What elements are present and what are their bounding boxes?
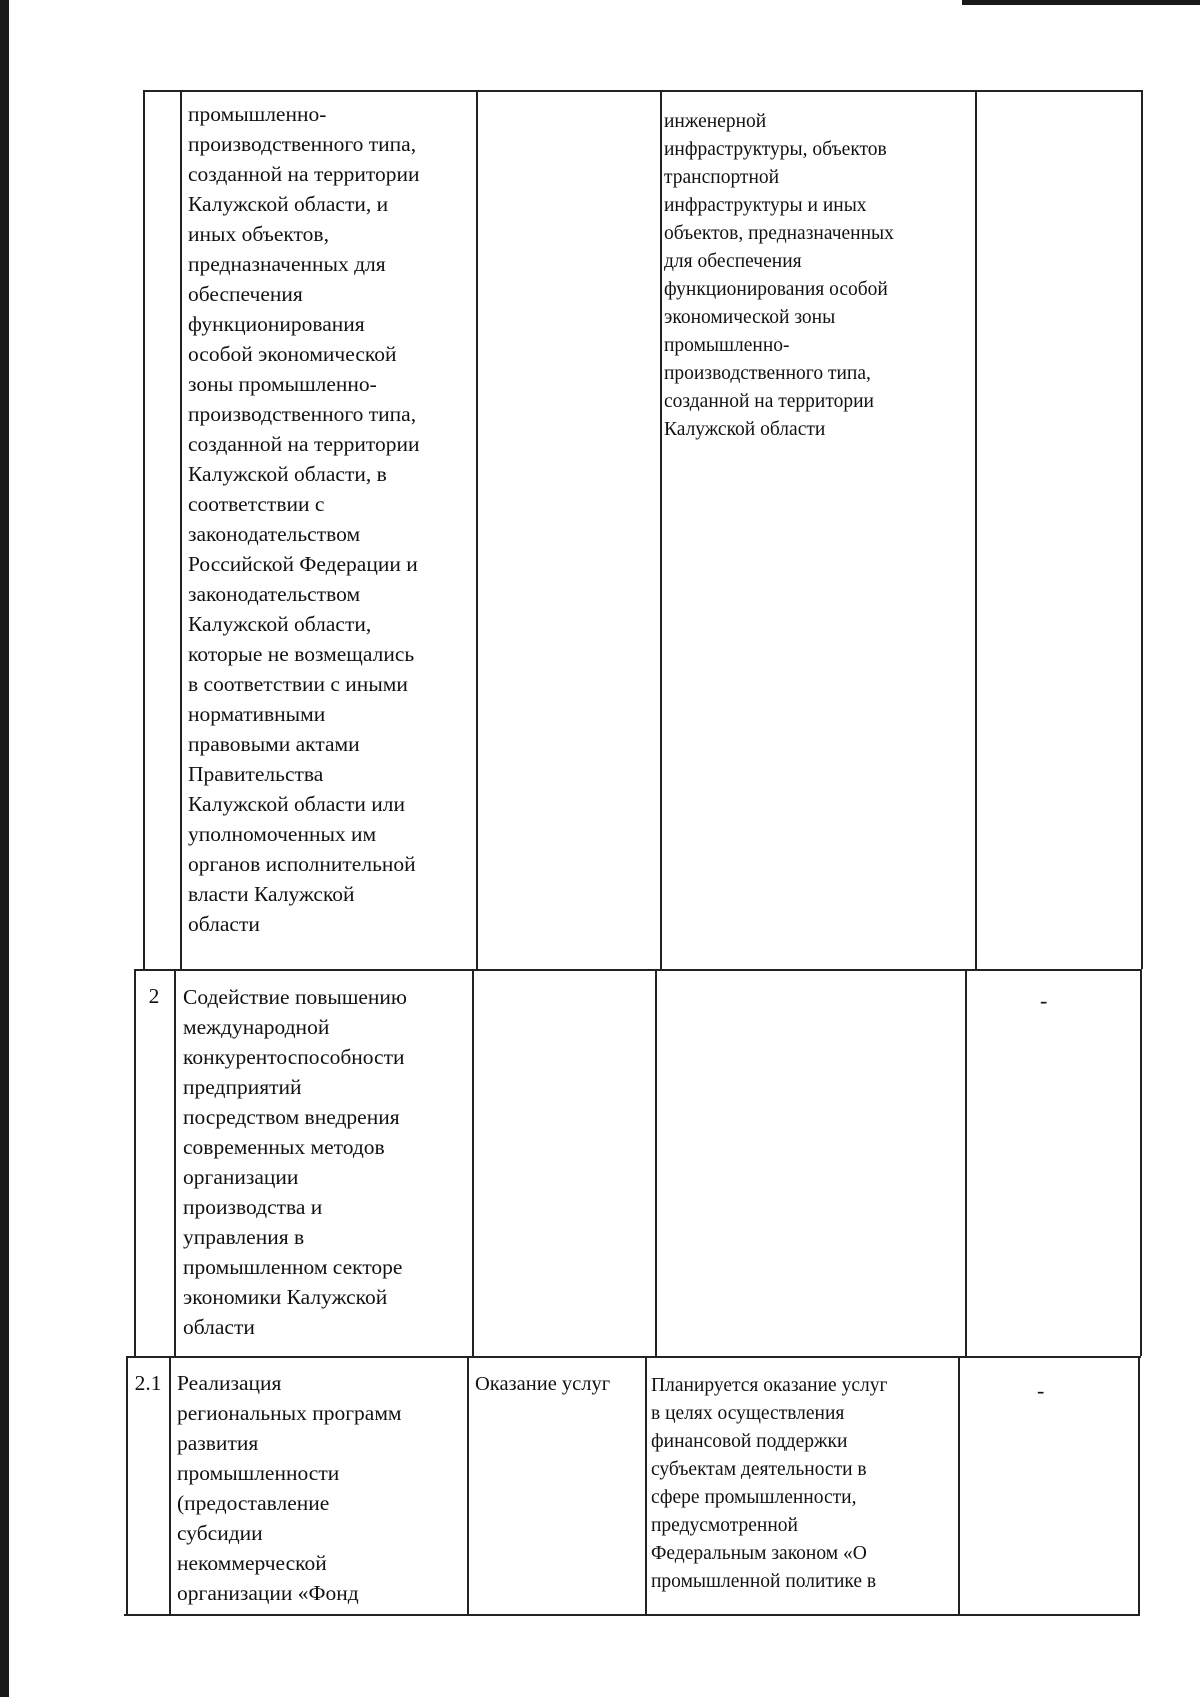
col-divider <box>965 969 967 1356</box>
table-border-right <box>1140 969 1142 1356</box>
measure-type: Оказание услуг <box>475 1373 611 1395</box>
measure-content: Планируется оказание услуг в целях осуществления финансовой поддержки субъектам деятельности в сфере промышленности, предусмотренной Федеральным законом «О промышленной политике в <box>651 1375 888 1592</box>
measure-note: - <box>1037 1378 1045 1403</box>
col-divider <box>472 969 474 1356</box>
col-divider <box>467 1356 469 1616</box>
table-border-left <box>134 969 136 1356</box>
measure-note: - <box>1040 988 1048 1013</box>
col-divider <box>655 969 657 1356</box>
table-border-right <box>1141 90 1143 969</box>
row-number: 2 <box>148 984 160 1008</box>
table-border-right <box>1138 1356 1140 1616</box>
table-border-top <box>143 90 1143 92</box>
measure-description: Содействие повышению международной конкурентоспособности предприятий посредством внедрения современных методов организации производства и управления в промышленном секторе экономики Калужской области <box>183 985 407 1339</box>
row-number: 2.1 <box>134 1371 162 1395</box>
table-border-bottom <box>124 1614 1140 1616</box>
col-divider <box>975 90 977 969</box>
col-divider <box>958 1356 960 1616</box>
row-divider <box>128 1356 1141 1358</box>
col-divider <box>180 90 182 969</box>
col-divider <box>476 90 478 969</box>
measure-description: Реализация региональных программ развития промышленности (предоставление субсидии некоммерческой организации «Фонд <box>177 1371 402 1605</box>
table-border-left <box>143 90 145 969</box>
col-divider <box>174 969 176 1356</box>
col-divider <box>660 90 662 969</box>
row-divider <box>134 969 1142 971</box>
col-divider <box>169 1356 171 1616</box>
scan-edge-top <box>962 0 1200 5</box>
scan-edge-left <box>0 0 9 1697</box>
measure-content: инженерной инфраструктуры, объектов транспортной инфраструктуры и иных объектов, предназначенных для обеспечения функционирования особой экономической зоны промышленно- производственного типа, созданной на территории Калужской области <box>664 111 894 440</box>
measure-description: промышленно- производственного типа, созданной на территории Калужской области, и иных объектов, предназначенных для обеспечения функционирования особой экономической зоны промышленно- производственного типа, созданной на территории Калужской области, в соответствии с законодательством Российской Федерации и законодательством Калужской области, которые не возмещались в соответствии с иными нормативными правовыми актами Правительства Калужской области или уполномоченных им органов исполнительной власти Калужской области <box>188 102 420 936</box>
